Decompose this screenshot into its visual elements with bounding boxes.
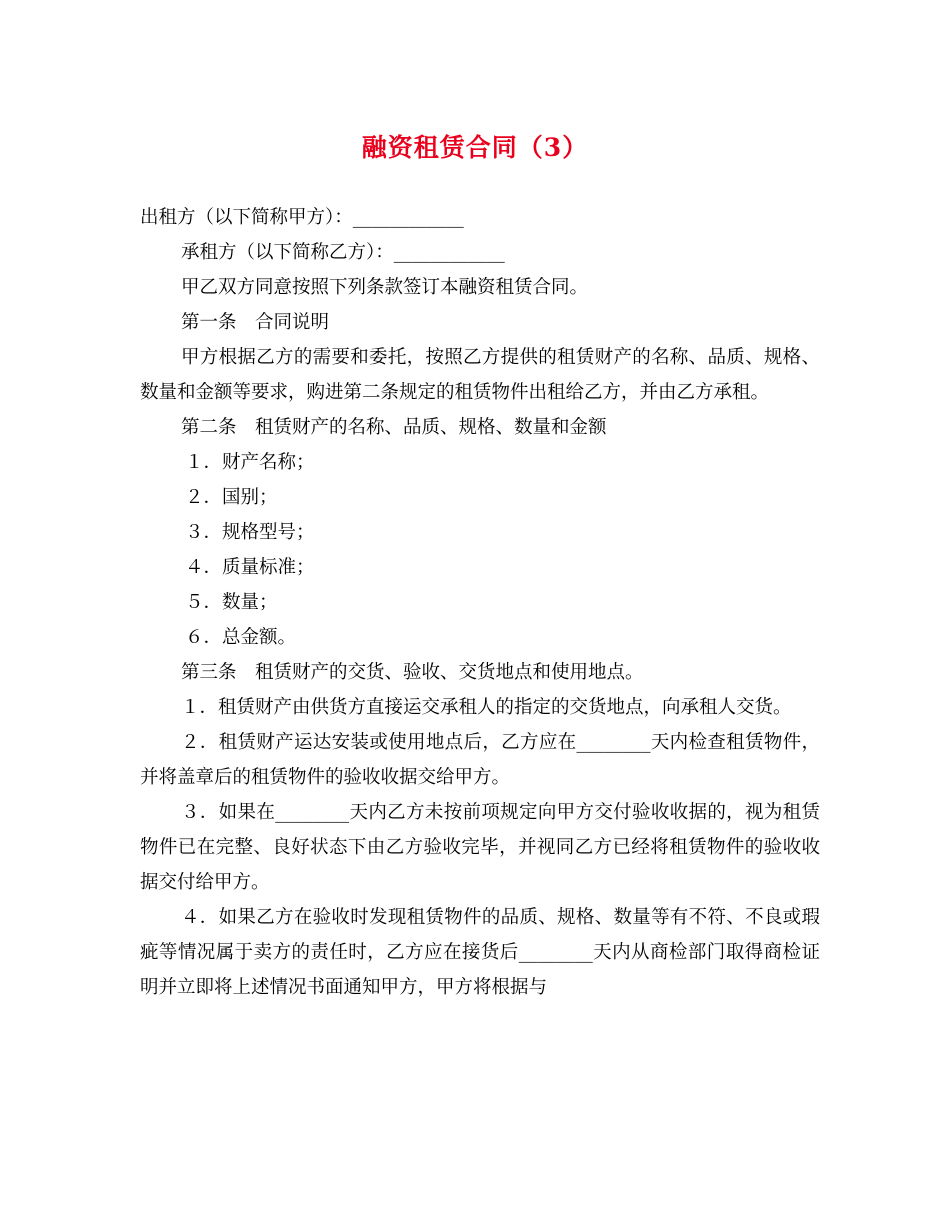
article-2-heading: 第二条 租赁财产的名称、品质、规格、数量和金额 <box>181 417 607 438</box>
article-1-heading: 第一条 合同说明 <box>181 312 330 333</box>
article-3-clause-3: ３．如果在________天内乙方未按前项规定向甲方交付验收收据的，视为租赁物件已在完整、良好状态下由乙方验收完毕，并视同乙方已经将租赁物件的验收收据交付给甲方。 <box>140 802 820 893</box>
article-2-item-6: ６．总金额。 <box>185 627 297 648</box>
article-3-heading: 第三条 租赁财产的交货、验收、交货地点和使用地点。 <box>181 662 644 683</box>
article-2-item-4: ４．质量标准； <box>185 557 315 578</box>
article-2-item-3: ３．规格型号； <box>185 522 315 543</box>
agreement-intro: 甲乙双方同意按照下列条款签订本融资租赁合同。 <box>181 277 589 298</box>
document-title: 融资租赁合同（3） <box>361 133 589 162</box>
article-1-body: 甲方根据乙方的需要和委托，按照乙方提供的租赁财产的名称、品质、规格、数量和金额等要求，购进第二条规定的租赁物件出租给乙方，并由乙方承租。 <box>140 347 820 403</box>
article-2-item-2: ２．国别； <box>185 487 278 508</box>
article-2-item-1: １．财产名称； <box>185 452 315 473</box>
article-3-clause-1: １．租赁财产由供货方直接运交承租人的指定的交货地点，向承租人交货。 <box>181 697 792 718</box>
lessee-line: 承租方（以下简称乙方）：____________ <box>181 242 505 263</box>
article-2-item-5: ５．数量； <box>185 592 278 613</box>
article-3-clause-4: ４．如果乙方在验收时发现租赁物件的品质、规格、数量等有不符、不良或瑕疵等情况属于卖方的责任时，乙方应在接货后________天内从商检部门取得商检证明并立即将上述情况书面通知甲方，甲方将根据与 <box>140 907 820 998</box>
lessor-line: 出租方（以下简称甲方）：____________ <box>140 207 464 228</box>
document-body <box>140 200 820 1005</box>
article-3-clause-2: ２．租赁财产运达安装或使用地点后，乙方应在________天内检查租赁物件，并将盖章后的租赁物件的验收收据交给甲方。 <box>140 732 820 788</box>
